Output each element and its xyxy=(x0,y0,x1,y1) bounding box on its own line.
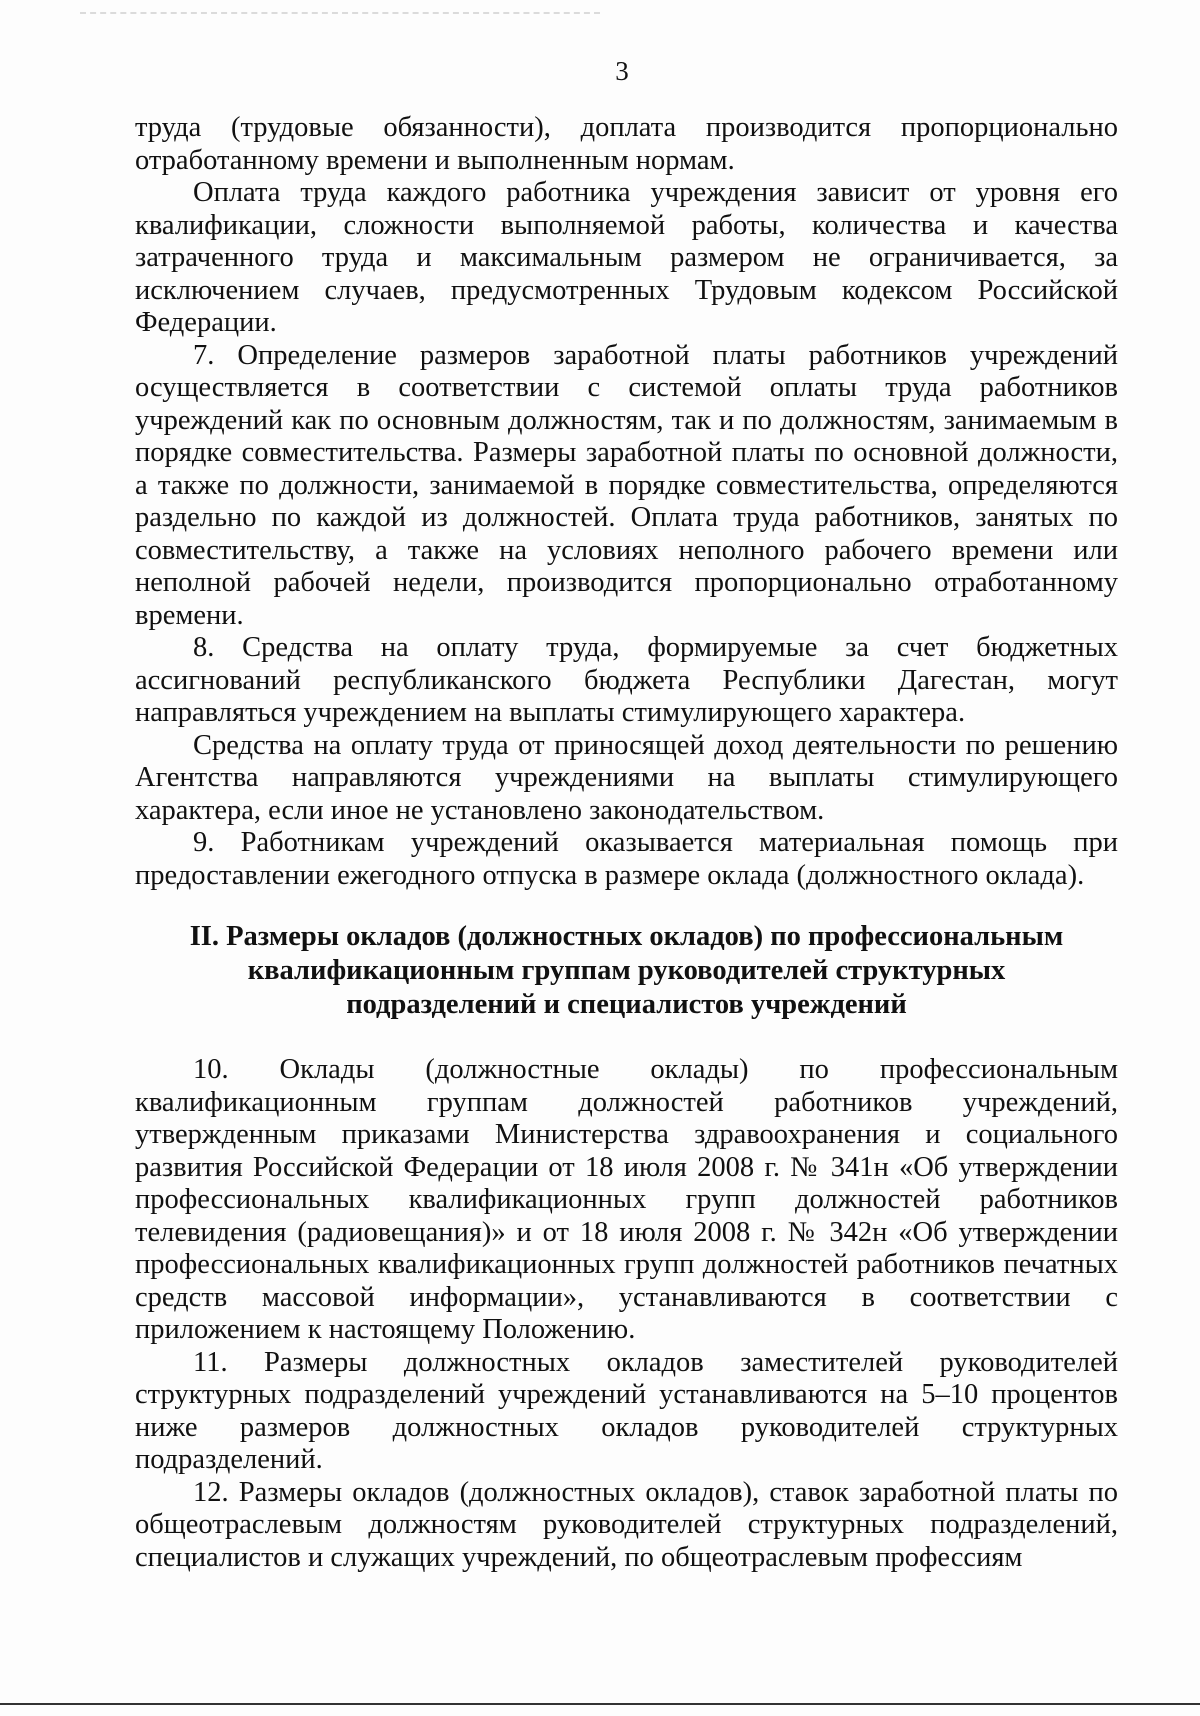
section-heading xyxy=(135,920,1118,1022)
paragraphs-top xyxy=(135,112,1118,892)
document-body xyxy=(135,112,1118,1574)
paragraphs-bottom xyxy=(135,1054,1118,1574)
section-heading-line-3: подразделений и специалистов учреждений xyxy=(346,989,907,1020)
paragraph-p7: 7. Определение размеров заработной платы работников учреждений осуществляется в соответствии с системой оплаты труда работников учреждений как по основным должностям, так и по должностям, занимаемым в порядке совместительства. Размеры заработной платы по основной должности, а также по должности, занимаемой в порядке совместительства, определяются раздельно по каждой из должностей. Оплата труда работников, занятых по совместительству, а также на условиях неполного рабочего времени или неполной рабочей недели, производится пропорционально отработанному времени. xyxy=(135,339,1118,631)
page-number: 3 xyxy=(615,56,629,86)
paragraph-p12: 12. Размеры окладов (должностных окладов), ставок заработной платы по общеотраслевым должностям руководителей структурных подразделений, специалистов и служащих учреждений, по общеотраслевым профессиям xyxy=(135,1476,1118,1573)
scan-artifact-top xyxy=(80,12,600,14)
section-heading-line-1: II. Размеры окладов (должностных окладов) по профессиональным xyxy=(189,921,1064,952)
section-heading-line-2: квалификационным группам руководителей структурных xyxy=(247,955,1006,986)
paragraph-p-pay: Оплата труда каждого работника учреждения зависит от уровня его квалификации, сложности выполняемой работы, количества и качества затраченного труда и максимальным размером не ограничивается, за исключением случаев, предусмотренных Трудовым кодексом Российской Федерации. xyxy=(135,177,1118,338)
scan-artifact-bottom xyxy=(0,1703,1200,1705)
paragraph-p8: 8. Средства на оплату труда, формируемые за счет бюджетных ассигнований республиканского бюджета Республики Дагестан, могут направляться учреждением на выплаты стимулирующего характера. xyxy=(135,632,1118,728)
paragraph-p8b: Средства на оплату труда от приносящей доход деятельности по решению Агентства направляются учреждениями на выплаты стимулирующего характера, если иное не установлено законодательством. xyxy=(135,729,1118,826)
paragraph-p10: 10. Оклады (должностные оклады) по профессиональным квалификационным группам должностей работников учреждений, утвержденным приказами Министерства здравоохранения и социального развития Российской Федерации от 18 июля 2008 г. № 341н «Об утверждении профессиональных квалификационных групп должностей работников телевидения (радиовещания)» и от 18 июля 2008 г. № 342н «Об утверждении профессиональных квалификационных групп должностей работников печатных средств массовой информации», устанавливаются в соответствии с приложением к настоящему Положению. xyxy=(135,1054,1118,1345)
paragraph-p9: 9. Работникам учреждений оказывается материальная помощь при предоставлении ежегодного отпуска в размере оклада (должностного оклада). xyxy=(135,827,1118,891)
paragraph-cont: труда (трудовые обязанности), доплата производится пропорционально отработанному времени и выполненным нормам. xyxy=(135,112,1118,176)
paragraph-p11: 11. Размеры должностных окладов заместителей руководителей структурных подразделений учреждений устанавливаются на 5–10 процентов ниже размеров должностных окладов руководителей структурных подразделений. xyxy=(135,1346,1118,1475)
